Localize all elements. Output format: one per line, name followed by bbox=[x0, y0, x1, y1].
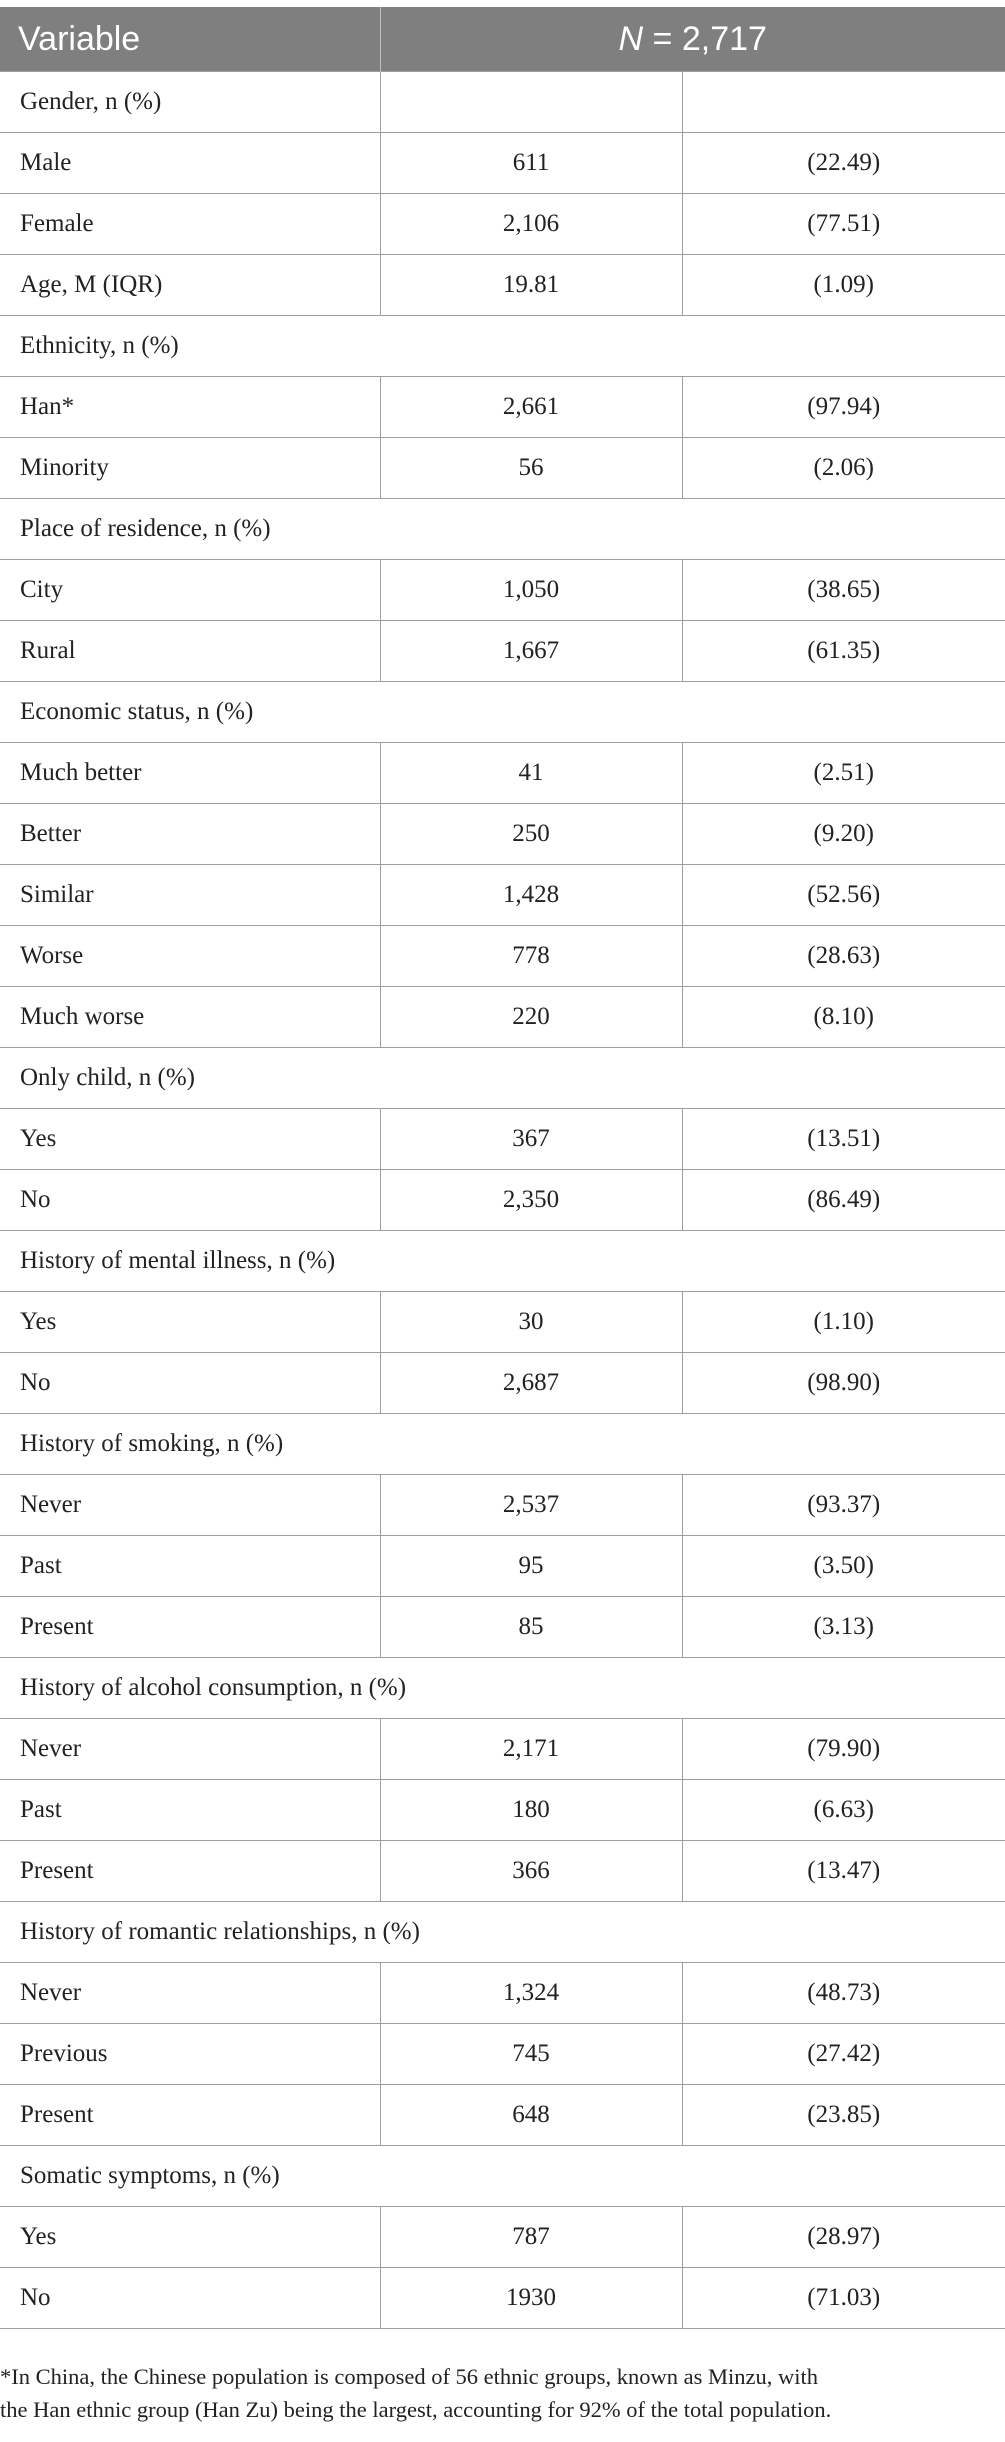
footnote-line-2: the Han ethnic group (Han Zu) being the largest, accounting for 92% of the total population. bbox=[0, 2397, 832, 2422]
section-header-row bbox=[0, 1231, 1005, 1292]
header-variable: Variable bbox=[0, 7, 380, 72]
table-row bbox=[0, 926, 1005, 987]
section-header-row bbox=[0, 72, 1005, 133]
row-count: 611 bbox=[380, 133, 682, 194]
row-count: 778 bbox=[380, 926, 682, 987]
row-percent: (28.97) bbox=[682, 2207, 1005, 2268]
section-title: Place of residence, n (%) bbox=[0, 499, 1005, 560]
row-label: Age, M (IQR) bbox=[0, 255, 380, 316]
row-label: No bbox=[0, 2268, 380, 2329]
header-sample-size bbox=[380, 7, 1005, 72]
row-percent: (28.63) bbox=[682, 926, 1005, 987]
row-percent: (93.37) bbox=[682, 1475, 1005, 1536]
row-percent: (23.85) bbox=[682, 2085, 1005, 2146]
row-label: Yes bbox=[0, 1109, 380, 1170]
row-count: 1,324 bbox=[380, 1963, 682, 2024]
table-row bbox=[0, 2085, 1005, 2146]
table-row bbox=[0, 2207, 1005, 2268]
header-row bbox=[0, 7, 1005, 72]
row-count: 30 bbox=[380, 1292, 682, 1353]
row-label: No bbox=[0, 1353, 380, 1414]
table-row bbox=[0, 1719, 1005, 1780]
row-label: Never bbox=[0, 1719, 380, 1780]
table-row bbox=[0, 1353, 1005, 1414]
row-count: 180 bbox=[380, 1780, 682, 1841]
row-percent: (98.90) bbox=[682, 1353, 1005, 1414]
row-percent: (77.51) bbox=[682, 194, 1005, 255]
table-row bbox=[0, 438, 1005, 499]
row-label: Previous bbox=[0, 2024, 380, 2085]
row-count: 2,687 bbox=[380, 1353, 682, 1414]
row-label: Present bbox=[0, 1841, 380, 1902]
row-percent: (97.94) bbox=[682, 377, 1005, 438]
row-label: Yes bbox=[0, 2207, 380, 2268]
row-count: 56 bbox=[380, 438, 682, 499]
row-count: 220 bbox=[380, 987, 682, 1048]
header-n-symbol: N bbox=[618, 19, 644, 58]
table-row bbox=[0, 1475, 1005, 1536]
row-label: Male bbox=[0, 133, 380, 194]
row-count: 1,050 bbox=[380, 560, 682, 621]
table-row bbox=[0, 621, 1005, 682]
row-percent: (9.20) bbox=[682, 804, 1005, 865]
row-percent: (48.73) bbox=[682, 1963, 1005, 2024]
row-percent: (27.42) bbox=[682, 2024, 1005, 2085]
row-count: 366 bbox=[380, 1841, 682, 1902]
table-header bbox=[0, 7, 1005, 72]
row-label: Rural bbox=[0, 621, 380, 682]
row-percent: (13.47) bbox=[682, 1841, 1005, 1902]
table-row bbox=[0, 1292, 1005, 1353]
section-header-row bbox=[0, 682, 1005, 743]
row-percent: (86.49) bbox=[682, 1170, 1005, 1231]
section-title: Gender, n (%) bbox=[0, 72, 380, 133]
section-header-row bbox=[0, 2146, 1005, 2207]
row-count: 648 bbox=[380, 2085, 682, 2146]
section-title: Ethnicity, n (%) bbox=[0, 316, 1005, 377]
row-percent: (1.10) bbox=[682, 1292, 1005, 1353]
row-label: Present bbox=[0, 2085, 380, 2146]
row-count: 367 bbox=[380, 1109, 682, 1170]
section-title: Only child, n (%) bbox=[0, 1048, 1005, 1109]
table-row bbox=[0, 2024, 1005, 2085]
empty-cell bbox=[380, 72, 682, 133]
table-row bbox=[0, 133, 1005, 194]
row-label: Much better bbox=[0, 743, 380, 804]
row-label: Never bbox=[0, 1475, 380, 1536]
row-count: 85 bbox=[380, 1597, 682, 1658]
row-count: 41 bbox=[380, 743, 682, 804]
section-title: Economic status, n (%) bbox=[0, 682, 1005, 743]
row-label: Yes bbox=[0, 1292, 380, 1353]
row-label: Never bbox=[0, 1963, 380, 2024]
row-percent: (79.90) bbox=[682, 1719, 1005, 1780]
row-percent: (6.63) bbox=[682, 1780, 1005, 1841]
row-count: 2,537 bbox=[380, 1475, 682, 1536]
row-label: Minority bbox=[0, 438, 380, 499]
table-row bbox=[0, 1963, 1005, 2024]
row-percent: (2.06) bbox=[682, 438, 1005, 499]
table-body bbox=[0, 72, 1005, 2329]
demographics-table bbox=[0, 7, 1005, 2329]
row-count: 2,171 bbox=[380, 1719, 682, 1780]
row-percent: (13.51) bbox=[682, 1109, 1005, 1170]
row-label: Similar bbox=[0, 865, 380, 926]
header-n-value: = 2,717 bbox=[643, 19, 767, 58]
row-label: Past bbox=[0, 1536, 380, 1597]
section-title: Somatic symptoms, n (%) bbox=[0, 2146, 1005, 2207]
section-header-row bbox=[0, 1902, 1005, 1963]
empty-cell bbox=[682, 72, 1005, 133]
row-label: Much worse bbox=[0, 987, 380, 1048]
table-footnote bbox=[0, 2360, 1000, 2426]
table-row bbox=[0, 1536, 1005, 1597]
row-count: 2,106 bbox=[380, 194, 682, 255]
row-count: 2,661 bbox=[380, 377, 682, 438]
table-row bbox=[0, 560, 1005, 621]
row-percent: (1.09) bbox=[682, 255, 1005, 316]
table-row bbox=[0, 865, 1005, 926]
row-count: 19.81 bbox=[380, 255, 682, 316]
row-label: No bbox=[0, 1170, 380, 1231]
row-percent: (3.13) bbox=[682, 1597, 1005, 1658]
table-row bbox=[0, 1780, 1005, 1841]
row-count: 1930 bbox=[380, 2268, 682, 2329]
row-label: Female bbox=[0, 194, 380, 255]
row-percent: (22.49) bbox=[682, 133, 1005, 194]
section-header-row bbox=[0, 1414, 1005, 1475]
row-label: Present bbox=[0, 1597, 380, 1658]
row-label: Han* bbox=[0, 377, 380, 438]
row-count: 787 bbox=[380, 2207, 682, 2268]
section-title: History of smoking, n (%) bbox=[0, 1414, 1005, 1475]
row-count: 95 bbox=[380, 1536, 682, 1597]
row-percent: (52.56) bbox=[682, 865, 1005, 926]
table-row bbox=[0, 1841, 1005, 1902]
section-header-row bbox=[0, 499, 1005, 560]
row-percent: (2.51) bbox=[682, 743, 1005, 804]
row-label: Better bbox=[0, 804, 380, 865]
row-percent: (71.03) bbox=[682, 2268, 1005, 2329]
table-row bbox=[0, 987, 1005, 1048]
section-title: History of alcohol consumption, n (%) bbox=[0, 1658, 1005, 1719]
row-count: 2,350 bbox=[380, 1170, 682, 1231]
row-percent: (8.10) bbox=[682, 987, 1005, 1048]
section-header-row bbox=[0, 1048, 1005, 1109]
row-percent: (61.35) bbox=[682, 621, 1005, 682]
section-title: History of mental illness, n (%) bbox=[0, 1231, 1005, 1292]
section-header-row bbox=[0, 316, 1005, 377]
table-row bbox=[0, 1170, 1005, 1231]
table-row bbox=[0, 804, 1005, 865]
row-label: City bbox=[0, 560, 380, 621]
row-count: 250 bbox=[380, 804, 682, 865]
row-percent: (3.50) bbox=[682, 1536, 1005, 1597]
row-count: 1,428 bbox=[380, 865, 682, 926]
row-percent: (38.65) bbox=[682, 560, 1005, 621]
row-count: 1,667 bbox=[380, 621, 682, 682]
table-row bbox=[0, 1597, 1005, 1658]
row-count: 745 bbox=[380, 2024, 682, 2085]
table-row bbox=[0, 1109, 1005, 1170]
table-row bbox=[0, 194, 1005, 255]
section-title: History of romantic relationships, n (%) bbox=[0, 1902, 1005, 1963]
footnote-line-1: *In China, the Chinese population is composed of 56 ethnic groups, known as Minzu, with bbox=[0, 2364, 819, 2389]
table-row bbox=[0, 2268, 1005, 2329]
table-row bbox=[0, 377, 1005, 438]
row-label: Past bbox=[0, 1780, 380, 1841]
section-header-row bbox=[0, 1658, 1005, 1719]
row-label: Worse bbox=[0, 926, 380, 987]
table-row bbox=[0, 743, 1005, 804]
table-row bbox=[0, 255, 1005, 316]
